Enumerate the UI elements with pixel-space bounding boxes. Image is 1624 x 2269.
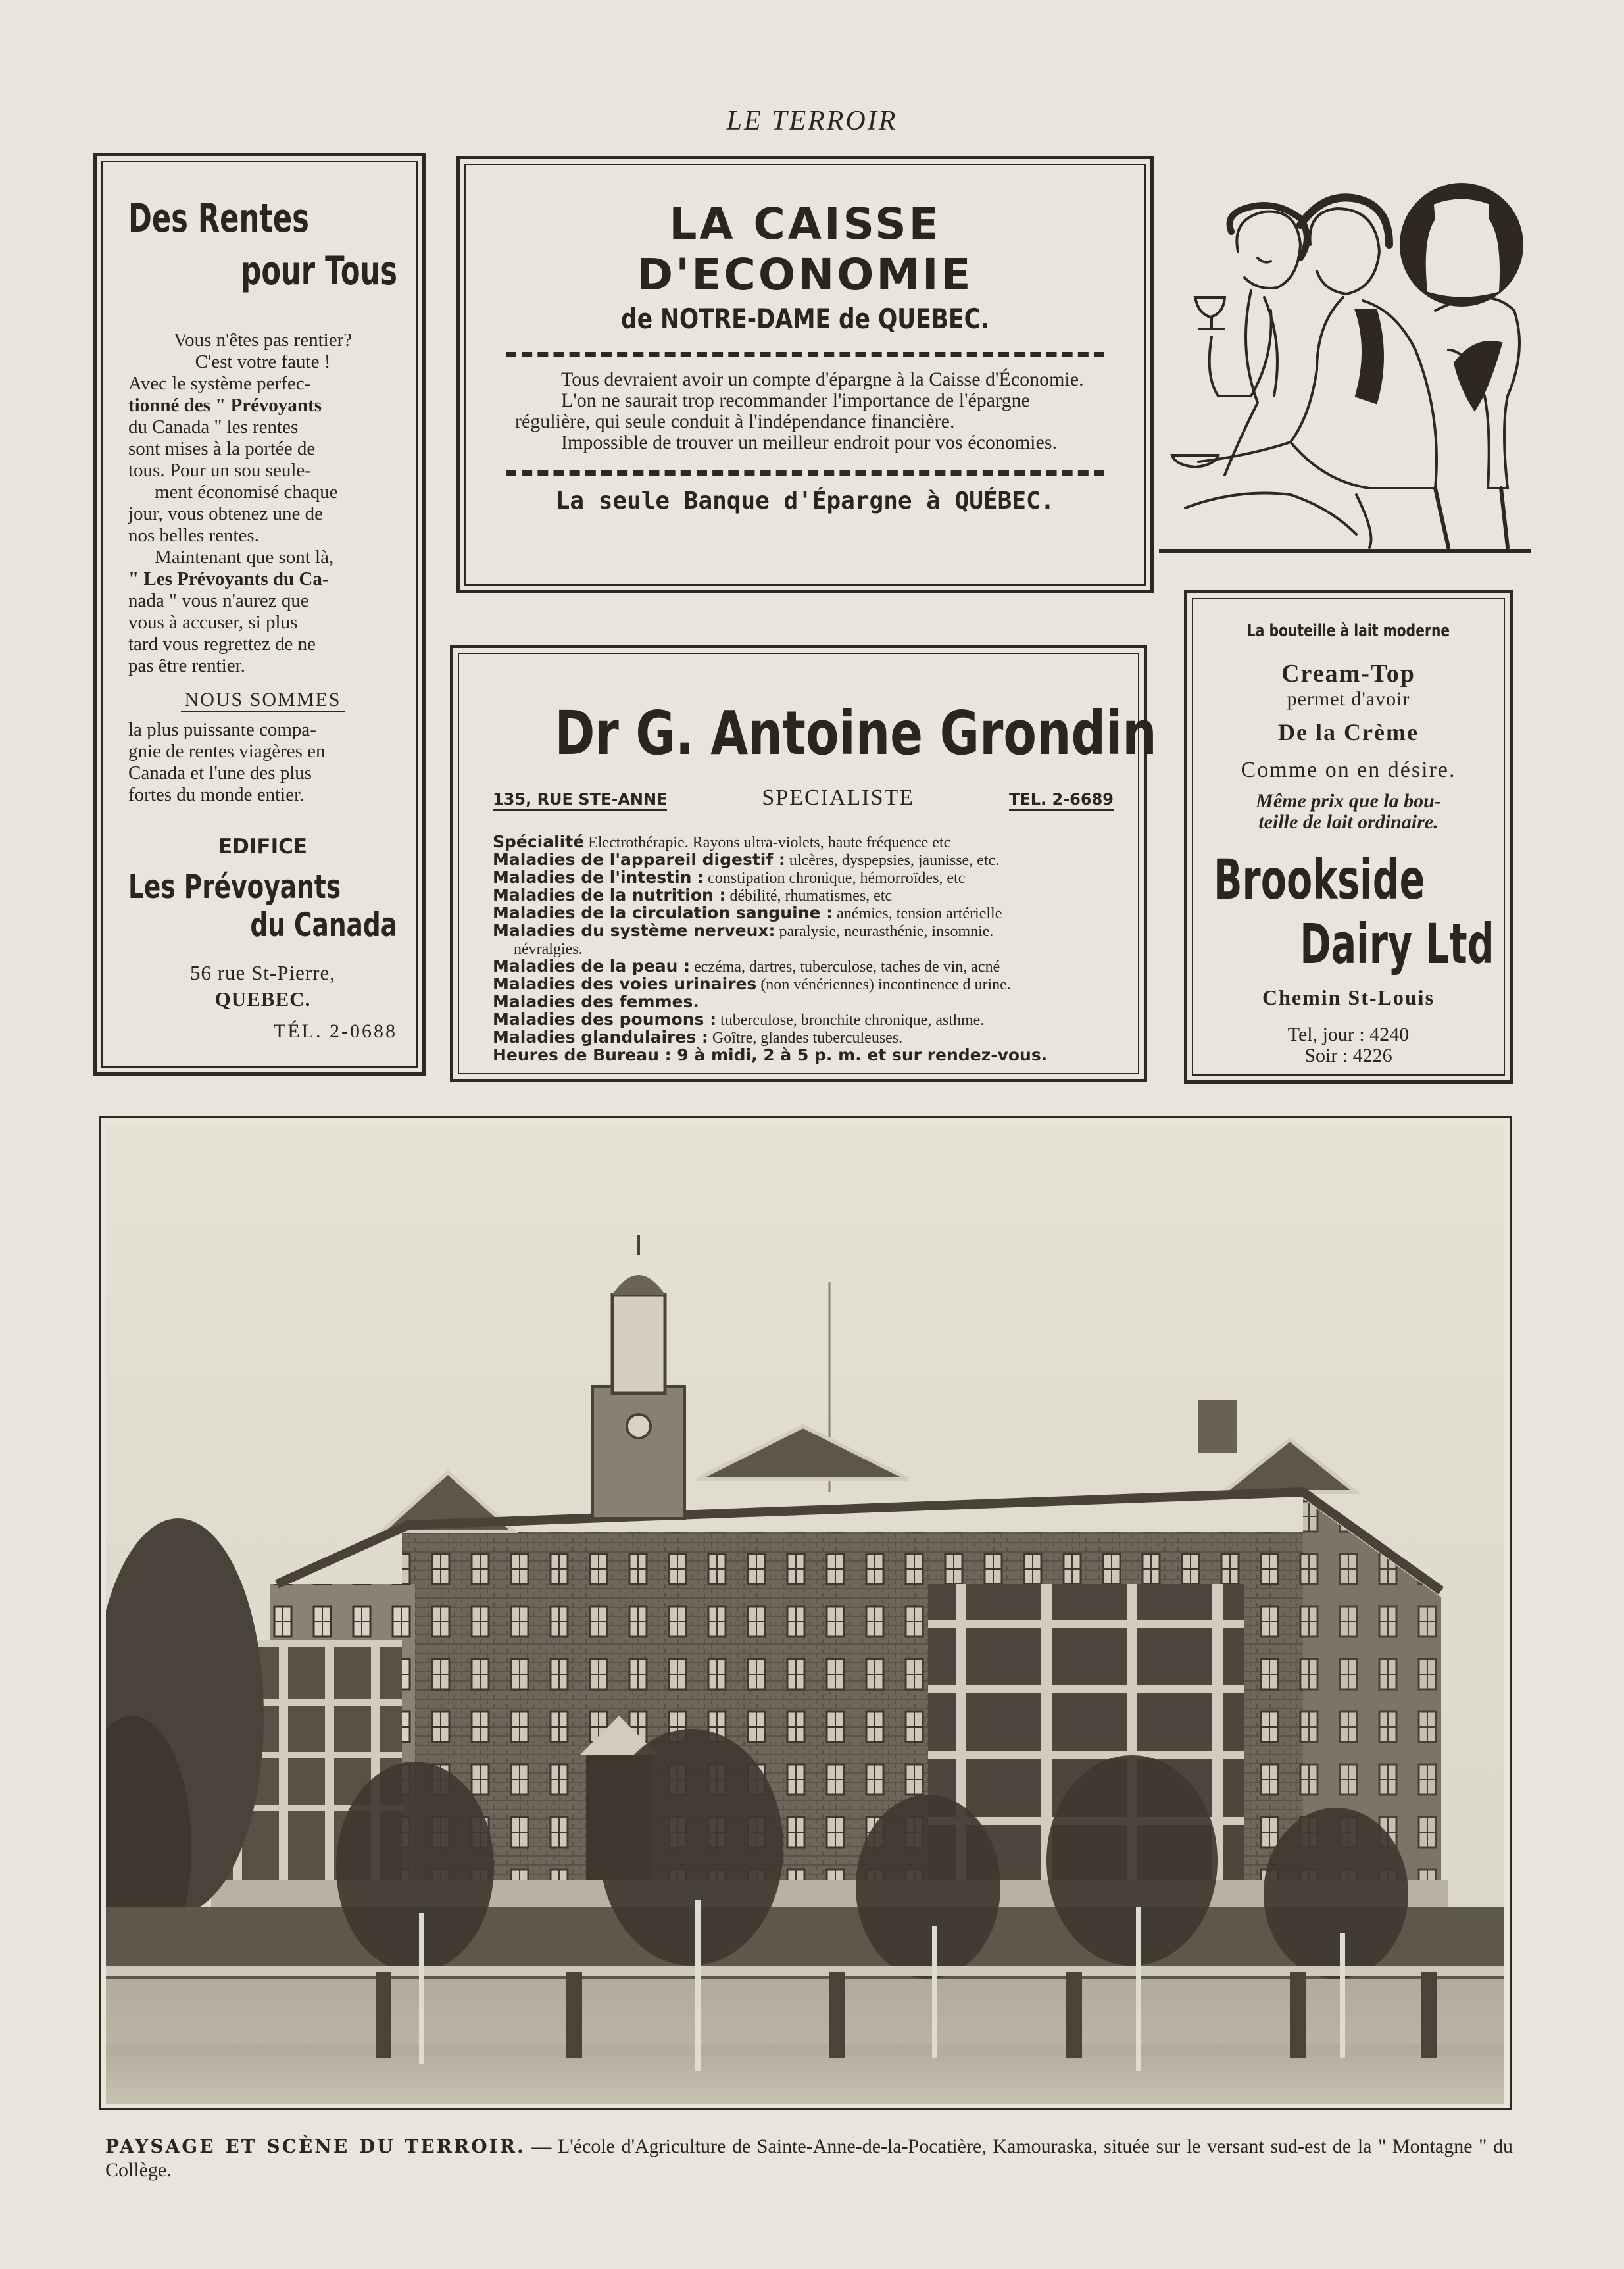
meme-prix-text: Même prix que la bou- teille de lait ordinaire.	[1256, 790, 1441, 833]
rentes-line: " Les Prévoyants du Ca-	[128, 568, 329, 589]
brookside-address: Chemin St-Louis	[1262, 985, 1435, 1009]
rentes-line: fortes du monde entier.	[128, 784, 305, 805]
illustration-tea-women	[1159, 179, 1531, 554]
cream-top-label: Cream-Top	[1281, 660, 1415, 687]
caisse-title: LA CAISSE D'ECONOMIE	[637, 199, 973, 300]
grondin-services-list	[493, 834, 1114, 1064]
caisse-paragraph: Impossible de trouver un meilleur endroit pour vos économies.	[561, 432, 1057, 453]
ad-brookside-dairy	[1184, 590, 1513, 1084]
ad-dr-grondin	[450, 645, 1157, 1082]
rentes-line: tous. Pour un sou seule-	[128, 460, 311, 481]
service-row: Maladies des poumons : tuberculose, bronchite chronique, asthme.	[493, 1010, 985, 1029]
office-hours: Heures de Bureau : 9 à midi, 2 à 5 p. m. et sur rendez-vous.	[493, 1045, 1048, 1064]
caption-heading: PAYSAGE ET SCÈNE DU TERROIR.	[105, 2135, 526, 2157]
rentes-line: vous à accuser, si plus	[128, 612, 298, 633]
caisse-paragraph: L'on ne saurait trop recommander l'importance de l'épargne régulière, qui seule conduit à l'indépendance financière.	[515, 389, 1030, 432]
rentes-line: la plus puissante compa-	[128, 719, 316, 740]
service-row: Maladies des femmes.	[493, 992, 699, 1011]
caisse-subtitle: de NOTRE-DAME de QUEBEC.	[621, 303, 989, 335]
dashed-rule	[506, 352, 1104, 357]
de-la-creme-text: De la Crème	[1278, 719, 1419, 745]
brookside-telephone: Tel, jour : 4240 Soir : 4226	[1287, 1024, 1410, 1066]
rentes-telephone: TÉL. 2-0688	[274, 1020, 397, 1042]
tea-women-drawing	[1159, 179, 1531, 554]
school-building-photo	[106, 1124, 1504, 2104]
brand-line1: Brookside	[1214, 847, 1425, 912]
rentes-line: Maintenant que sont là,	[155, 547, 334, 568]
service-row: Maladies de la nutrition : débilité, rhumatismes, etc	[493, 885, 893, 905]
rentes-line: tionné des " Prévoyants	[128, 395, 322, 416]
grondin-telephone: TEL. 2-6689	[1009, 790, 1114, 811]
doctor-name: Dr G. Antoine Grondin	[554, 698, 1157, 768]
service-row: Maladies de l'appareil digestif : ulcères, dyspepsies, jaunisse, etc.	[493, 850, 1000, 869]
rentes-line: Canada et l'une des plus	[128, 762, 312, 784]
grondin-address: 135, RUE STE-ANNE	[493, 790, 667, 811]
rentes-line: ment économisé chaque	[155, 482, 338, 503]
service-row: Maladies glandulaires : Goître, glandes tuberculeuses.	[493, 1028, 903, 1047]
ad-caisse-economie	[456, 156, 1154, 593]
service-row: Maladies de la peau : eczéma, dartres, tuberculose, taches de vin, acné	[493, 957, 1000, 976]
rentes-address: 56 rue St-Pierre, QUEBEC.	[189, 961, 336, 1010]
service-row: Maladies de l'intestin : constipation chronique, hémorroïdes, etc	[493, 868, 966, 887]
rentes-line: C'est votre faute !	[195, 351, 331, 372]
rentes-line: sont mises à la portée de	[128, 438, 316, 459]
running-head: LE TERROIR	[726, 106, 898, 136]
prevoyants-line2: du Canada	[250, 906, 397, 944]
rentes-line: nada " vous n'aurez que	[128, 590, 309, 611]
ad-rentes-pour-tous	[93, 153, 426, 1076]
service-row: névralgies.	[514, 941, 583, 958]
brand-line2: Dairy Ltd	[1300, 912, 1494, 976]
nous-sommes-heading: NOUS SOMMES	[128, 689, 397, 711]
rentes-line: nos belles rentes.	[128, 525, 259, 546]
rentes-line: Vous n'êtes pas rentier?	[173, 330, 353, 351]
grondin-specialty: SPECIALISTE	[762, 785, 915, 810]
caisse-footer: La seule Banque d'Épargne à QUÉBEC.	[555, 487, 1055, 514]
rentes-line: du Canada " les rentes	[128, 416, 299, 437]
rentes-line: Avec le système perfec-	[128, 373, 311, 394]
service-row: Maladies du système nerveux: paralysie, neurasthénie, insomnie.	[493, 921, 994, 940]
rentes-body	[128, 330, 397, 677]
caption-text: — L'école d'Agriculture de Sainte-Anne-de-la-Pocatière, Kamouraska, située sur le versant sud-est de la " Montagne " du Collège.	[105, 2135, 1513, 2181]
brookside-heading: La bouteille à lait moderne	[1246, 621, 1450, 641]
photo-caption	[105, 2135, 1513, 2182]
grondin-info-line	[493, 785, 1114, 811]
rentes-body2	[128, 719, 397, 806]
permet-text: permet d'avoir	[1287, 688, 1410, 710]
prevoyants-line1: Les Prévoyants	[128, 868, 341, 906]
comme-text: Comme on en désire.	[1241, 758, 1456, 782]
service-row: Maladies des voies urinaires (non vénériennes) incontinence d urine.	[493, 974, 1011, 993]
service-row: Maladies de la circulation sanguine : anémies, tension artérielle	[493, 903, 1002, 922]
dashed-rule	[506, 470, 1104, 476]
caisse-body	[506, 369, 1104, 453]
rentes-line: jour, vous obtenez une de	[128, 503, 324, 524]
rentes-title-line1: Des Rentes	[128, 195, 309, 241]
photo-frame	[99, 1116, 1512, 2110]
rentes-title-line2: pour Tous	[241, 248, 397, 294]
caisse-paragraph: Tous devraient avoir un compte d'épargne à la Caisse d'Économie.	[561, 368, 1084, 390]
rentes-line: tard vous regrettez de ne	[128, 634, 316, 655]
rentes-line: pas être rentier.	[128, 655, 245, 676]
service-row: Spécialité Electrothérapie. Rayons ultra-violets, haute fréquence etc	[493, 832, 951, 851]
rentes-line: gnie de rentes viagères en	[128, 741, 326, 762]
edifice-label: EDIFICE	[218, 835, 308, 859]
